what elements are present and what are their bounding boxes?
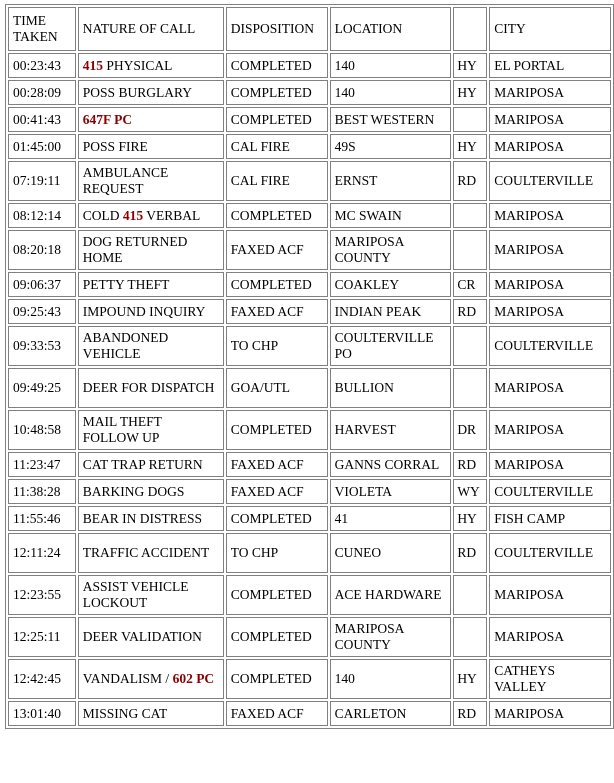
cell-street-suffix: DR xyxy=(453,410,487,450)
cell-nature-of-call xyxy=(78,134,224,159)
cell-city: MARIPOSA xyxy=(489,368,611,408)
call-text: AMBULANCE REQUEST xyxy=(82,165,169,196)
call-text: VANDALISM / xyxy=(82,671,173,686)
cell-location: COAKLEY xyxy=(330,272,452,297)
call-text: DEER VALIDATION xyxy=(82,629,202,644)
cell-location: INDIAN PEAK xyxy=(330,299,452,324)
cell-nature-of-call xyxy=(78,272,224,297)
cell-location: CARLETON xyxy=(330,701,452,726)
cell-disposition: TO CHP xyxy=(226,533,328,573)
call-text: DEER FOR DISPATCH xyxy=(82,380,215,395)
table-row xyxy=(8,326,611,366)
cell-nature-of-call xyxy=(78,53,224,78)
cell-disposition: COMPLETED xyxy=(226,659,328,699)
cell-disposition: FAXED ACF xyxy=(226,452,328,477)
cell-street-suffix: RD xyxy=(453,161,487,201)
table-row xyxy=(8,659,611,699)
table-row xyxy=(8,533,611,573)
cell-time: 00:41:43 xyxy=(8,107,76,132)
cell-location: CUNEO xyxy=(330,533,452,573)
cell-street-suffix xyxy=(453,617,487,657)
cell-city: MARIPOSA xyxy=(489,107,611,132)
cell-street-suffix: RD xyxy=(453,299,487,324)
cell-nature-of-call xyxy=(78,701,224,726)
cell-time: 09:33:53 xyxy=(8,326,76,366)
cell-location: ERNST xyxy=(330,161,452,201)
cell-street-suffix xyxy=(453,107,487,132)
cell-nature-of-call xyxy=(78,452,224,477)
call-log xyxy=(5,4,614,729)
cell-city: MARIPOSA xyxy=(489,617,611,657)
cell-disposition: CAL FIRE xyxy=(226,134,328,159)
cell-street-suffix: HY xyxy=(453,659,487,699)
call-text: BEAR IN DISTRESS xyxy=(82,510,203,526)
cell-city: MARIPOSA xyxy=(489,575,611,615)
cell-street-suffix xyxy=(453,203,487,228)
cell-street-suffix xyxy=(453,368,487,408)
cell-city: MARIPOSA xyxy=(489,299,611,324)
table-row xyxy=(8,701,611,726)
cell-street-suffix: HY xyxy=(453,80,487,105)
call-text: CAT TRAP RETURN xyxy=(82,456,203,472)
cell-time: 12:11:24 xyxy=(8,533,76,573)
cell-nature-of-call xyxy=(78,659,224,699)
cell-disposition: TO CHP xyxy=(226,326,328,366)
cell-city: MARIPOSA xyxy=(489,80,611,105)
cell-disposition: CAL FIRE xyxy=(226,161,328,201)
header-nature-of-call: NATURE OF CALL xyxy=(78,7,224,51)
cell-nature-of-call xyxy=(78,506,224,531)
cell-location: COULTERVILLE PO xyxy=(330,326,452,366)
cell-location: 41 xyxy=(330,506,452,531)
penal-code: 415 xyxy=(122,207,144,223)
cell-time: 12:25:11 xyxy=(8,617,76,657)
cell-nature-of-call xyxy=(78,326,224,366)
cell-location: 49S xyxy=(330,134,452,159)
table-row xyxy=(8,272,611,297)
table-row xyxy=(8,161,611,201)
cell-city: COULTERVILLE xyxy=(489,161,611,201)
call-text: IMPOUND INQUIRY xyxy=(82,303,206,319)
call-text: ASSIST VEHICLE LOCKOUT xyxy=(82,579,189,610)
cell-time: 08:20:18 xyxy=(8,230,76,270)
cell-location: HARVEST xyxy=(330,410,452,450)
cell-nature-of-call xyxy=(78,203,224,228)
cell-street-suffix: CR xyxy=(453,272,487,297)
cell-nature-of-call xyxy=(78,533,224,573)
cell-street-suffix: RD xyxy=(453,533,487,573)
cell-nature-of-call xyxy=(78,299,224,324)
header-city: CITY xyxy=(489,7,611,51)
table-row xyxy=(8,203,611,228)
cell-location: MARIPOSA COUNTY xyxy=(330,230,452,270)
cell-nature-of-call xyxy=(78,410,224,450)
table-row xyxy=(8,299,611,324)
call-log-table xyxy=(5,4,614,729)
cell-time: 00:23:43 xyxy=(8,53,76,78)
cell-location: MARIPOSA COUNTY xyxy=(330,617,452,657)
cell-city: MARIPOSA xyxy=(489,701,611,726)
cell-time: 00:28:09 xyxy=(8,80,76,105)
cell-location: 140 xyxy=(330,80,452,105)
cell-time: 08:12:14 xyxy=(8,203,76,228)
cell-disposition: COMPLETED xyxy=(226,53,328,78)
cell-time: 12:23:55 xyxy=(8,575,76,615)
cell-time: 10:48:58 xyxy=(8,410,76,450)
cell-street-suffix: HY xyxy=(453,506,487,531)
header-street-suffix xyxy=(453,7,487,51)
cell-city: COULTERVILLE xyxy=(489,326,611,366)
cell-nature-of-call xyxy=(78,368,224,408)
cell-location: 140 xyxy=(330,659,452,699)
call-text: MISSING CAT xyxy=(82,705,168,721)
cell-nature-of-call xyxy=(78,230,224,270)
call-text: DOG RETURNED HOME xyxy=(82,234,188,265)
cell-city: MARIPOSA xyxy=(489,410,611,450)
cell-disposition: COMPLETED xyxy=(226,575,328,615)
table-row xyxy=(8,575,611,615)
cell-city: MARIPOSA xyxy=(489,452,611,477)
penal-code: 647F PC xyxy=(82,111,133,127)
table-row xyxy=(8,107,611,132)
cell-nature-of-call xyxy=(78,479,224,504)
call-text: POSS FIRE xyxy=(82,138,148,154)
cell-city: MARIPOSA xyxy=(489,272,611,297)
cell-location: ACE HARDWARE xyxy=(330,575,452,615)
cell-nature-of-call xyxy=(78,80,224,105)
table-row xyxy=(8,617,611,657)
cell-city: CATHEYS VALLEY xyxy=(489,659,611,699)
penal-code: 415 xyxy=(82,57,104,73)
cell-city: MARIPOSA xyxy=(489,134,611,159)
call-text: VERBAL xyxy=(143,207,201,223)
cell-time: 07:19:11 xyxy=(8,161,76,201)
header-row xyxy=(8,7,611,51)
cell-location: VIOLETA xyxy=(330,479,452,504)
table-row xyxy=(8,410,611,450)
header-time-taken: TIME TAKEN xyxy=(8,7,76,51)
cell-time: 11:55:46 xyxy=(8,506,76,531)
call-text: BARKING DOGS xyxy=(82,483,185,499)
header-location: LOCATION xyxy=(330,7,452,51)
cell-city: EL PORTAL xyxy=(489,53,611,78)
cell-street-suffix xyxy=(453,230,487,270)
call-text: POSS BURGLARY xyxy=(82,84,192,100)
cell-city: MARIPOSA xyxy=(489,203,611,228)
cell-location: GANNS CORRAL xyxy=(330,452,452,477)
cell-time: 13:01:40 xyxy=(8,701,76,726)
table-row xyxy=(8,53,611,78)
cell-disposition: COMPLETED xyxy=(226,203,328,228)
table-row xyxy=(8,230,611,270)
cell-disposition: COMPLETED xyxy=(226,80,328,105)
call-text: PETTY THEFT xyxy=(82,276,170,292)
cell-street-suffix: RD xyxy=(453,452,487,477)
cell-time: 11:38:28 xyxy=(8,479,76,504)
cell-time: 01:45:00 xyxy=(8,134,76,159)
cell-nature-of-call xyxy=(78,107,224,132)
call-text: ABANDONED VEHICLE xyxy=(82,330,169,361)
cell-time: 09:49:25 xyxy=(8,368,76,408)
table-row xyxy=(8,479,611,504)
table-row xyxy=(8,506,611,531)
cell-disposition: COMPLETED xyxy=(226,617,328,657)
cell-disposition: COMPLETED xyxy=(226,410,328,450)
call-text: COLD xyxy=(82,207,123,223)
cell-street-suffix xyxy=(453,575,487,615)
table-row xyxy=(8,452,611,477)
table-row xyxy=(8,80,611,105)
cell-disposition: COMPLETED xyxy=(226,272,328,297)
cell-city: COULTERVILLE xyxy=(489,533,611,573)
cell-disposition: GOA/UTL xyxy=(226,368,328,408)
cell-city: COULTERVILLE xyxy=(489,479,611,504)
cell-location: BULLION xyxy=(330,368,452,408)
cell-disposition: FAXED ACF xyxy=(226,701,328,726)
cell-location: 140 xyxy=(330,53,452,78)
cell-disposition: COMPLETED xyxy=(226,107,328,132)
cell-disposition: COMPLETED xyxy=(226,506,328,531)
cell-city: MARIPOSA xyxy=(489,230,611,270)
cell-city: FISH CAMP xyxy=(489,506,611,531)
cell-street-suffix: WY xyxy=(453,479,487,504)
cell-nature-of-call xyxy=(78,575,224,615)
cell-time: 11:23:47 xyxy=(8,452,76,477)
call-text: MAIL THEFT FOLLOW UP xyxy=(82,414,162,445)
cell-street-suffix: HY xyxy=(453,53,487,78)
cell-street-suffix xyxy=(453,326,487,366)
cell-street-suffix: HY xyxy=(453,134,487,159)
call-text: PHYSICAL xyxy=(103,57,173,73)
header-disposition: DISPOSITION xyxy=(226,7,328,51)
cell-time: 12:42:45 xyxy=(8,659,76,699)
cell-location: MC SWAIN xyxy=(330,203,452,228)
table-row xyxy=(8,134,611,159)
cell-street-suffix: RD xyxy=(453,701,487,726)
call-text: TRAFFIC ACCIDENT xyxy=(82,545,210,560)
cell-nature-of-call xyxy=(78,161,224,201)
cell-disposition: FAXED ACF xyxy=(226,479,328,504)
table-row xyxy=(8,368,611,408)
cell-location: BEST WESTERN xyxy=(330,107,452,132)
penal-code: 602 PC xyxy=(172,671,215,686)
cell-nature-of-call xyxy=(78,617,224,657)
cell-time: 09:06:37 xyxy=(8,272,76,297)
cell-time: 09:25:43 xyxy=(8,299,76,324)
cell-disposition: FAXED ACF xyxy=(226,230,328,270)
cell-disposition: FAXED ACF xyxy=(226,299,328,324)
